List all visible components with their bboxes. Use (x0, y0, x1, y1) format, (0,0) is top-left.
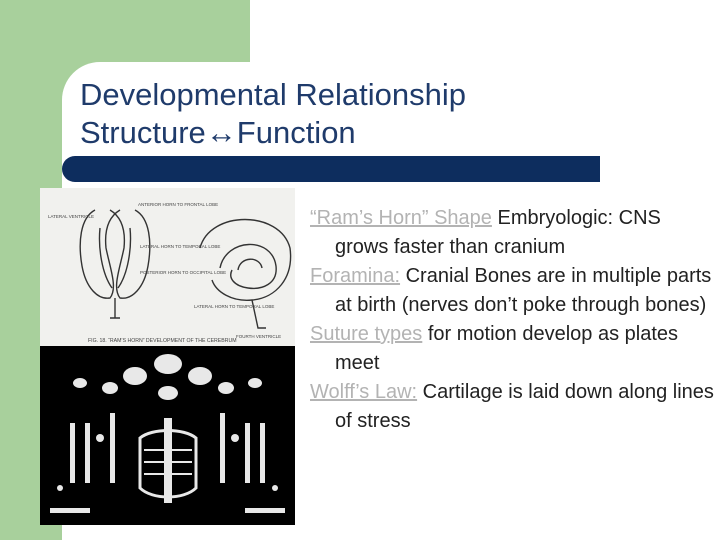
term-foramina: Foramina: (310, 265, 401, 287)
title-line-2: Structure↔Function (80, 115, 356, 150)
bullet-rams-horn (310, 204, 715, 262)
label-lateral-horn: LATERAL HORN TO TEMPORAL LOBE (140, 244, 221, 249)
term-wolffs-law: Wolff’s Law: (310, 381, 418, 403)
bullet-suture-types (310, 320, 715, 378)
label-anterior-horn: ANTERIOR HORN TO FRONTAL LOBE (138, 202, 219, 207)
label-fourth-ventricle: FOURTH VENTRICLE (236, 334, 282, 339)
figure-caption: FIG. 18. “RAM’S HORN” DEVELOPMENT OF THE CEREBRUM (88, 338, 237, 344)
bullet-wolffs-law (310, 378, 715, 436)
bullet-foramina (310, 262, 715, 320)
label-lateral-horn-2: LATERAL HORN TO TEMPORAL LOBE (194, 304, 275, 309)
text-wolffs-law: Cartilage is laid down along lines of stress (335, 381, 714, 432)
slide-title (80, 76, 640, 152)
text-foramina: Cranial Bones are in multiple parts at birth (nerves don’t poke through bones) (335, 265, 712, 316)
label-posterior-horn: POSTERIOR HORN TO OCCIPITAL LOBE (140, 270, 227, 275)
bullet-list (310, 204, 715, 436)
text-suture-types: for motion develop as plates meet (335, 323, 678, 374)
label-lateral-ventricle: LATERAL VENTRICLE (48, 214, 95, 219)
title-underline-bar (62, 156, 600, 182)
fetal-skeleton-image (40, 188, 295, 525)
term-rams-horn: “Ram’s Horn” Shape (310, 207, 492, 229)
title-line-1: Developmental Relationship (80, 77, 467, 112)
term-suture-types: Suture types (310, 323, 423, 345)
text-rams-horn: Embryologic: CNS grows faster than cranium (335, 207, 661, 258)
anatomy-figure (40, 188, 295, 525)
